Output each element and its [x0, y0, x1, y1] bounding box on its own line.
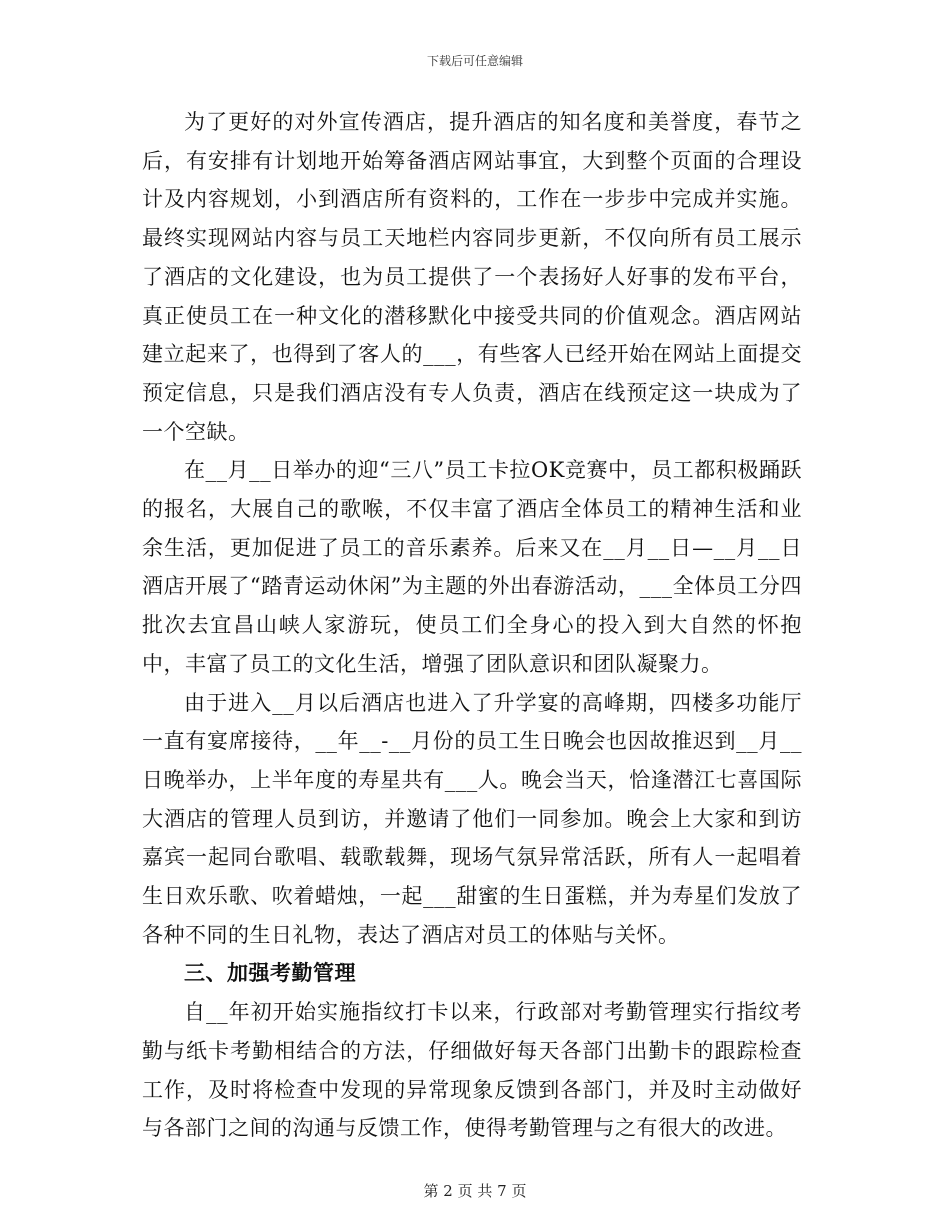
document-body	[142, 103, 802, 1148]
paragraph-birthday-party: 由于进入__月以后酒店也进入了升学宴的高峰期，四楼多功能厅一直有宴席接待，__年__-__月份的员工生日晚会也因故推迟到__月__日晚举办，上半年度的寿星共有___人。晚会当天，恰逢潜江七喜国际大酒店的管理人员到访，并邀请了他们一同参加。晚会上大家和到访嘉宾一起同台歌唱、载歌载舞，现场气氛异常活跃，所有人一起唱着生日欢乐歌、吹着蜡烛，一起___甜蜜的生日蛋糕，并为寿星们发放了各种不同的生日礼物，表达了酒店对员工的体贴与关怀。	[142, 690, 802, 947]
header-note: 下载后可任意编辑	[426, 54, 523, 68]
section-heading-attendance: 三、加强考勤管理	[184, 961, 356, 986]
paragraph-attendance: 自__年初开始实施指纹打卡以来，行政部对考勤管理实行指纹考勤与纸卡考勤相结合的方法，仔细做好每天各部门出勤卡的跟踪检查工作，及时将检查中发现的异常现象反馈到各部门，并及时主动做好与各部门之间的沟通与反馈工作，使得考勤管理与之有很大的改进。	[142, 1000, 802, 1141]
page-number: 第 2 页 共 7 页	[423, 1182, 527, 1200]
paragraph-activities: 在__月__日举办的迎“三八”员工卡拉OK竞赛中，员工都积极踊跃的报名，大展自己的歌喉，不仅丰富了酒店全体员工的精神生活和业余生活，更加促进了员工的音乐素养。后来又在__月__日—__月__日酒店开展了“踏青运动休闲”为主题的外出春游活动，___全体员工分四批次去宜昌山峡人家游玩，使员工们全身心的投入到大自然的怀抱中，丰富了员工的文化生活，增强了团队意识和团队凝聚力。	[142, 458, 802, 676]
paragraph-website: 为了更好的对外宣传酒店，提升酒店的知名度和美誉度，春节之后，有安排有计划地开始筹备酒店网站事宜，大到整个页面的合理设计及内容规划，小到酒店所有资料的，工作在一步步中完成并实施。最终实现网站内容与员工天地栏内容同步更新，不仅向所有员工展示了酒店的文化建设，也为员工提供了一个表扬好人好事的发布平台，真正使员工在一种文化的潜移默化中接受共同的价值观念。酒店网站建立起来了，也得到了客人的___，有些客人已经开始在网站上面提交预定信息，只是我们酒店没有专人负责，酒店在线预定这一块成为了一个空缺。	[142, 110, 802, 444]
